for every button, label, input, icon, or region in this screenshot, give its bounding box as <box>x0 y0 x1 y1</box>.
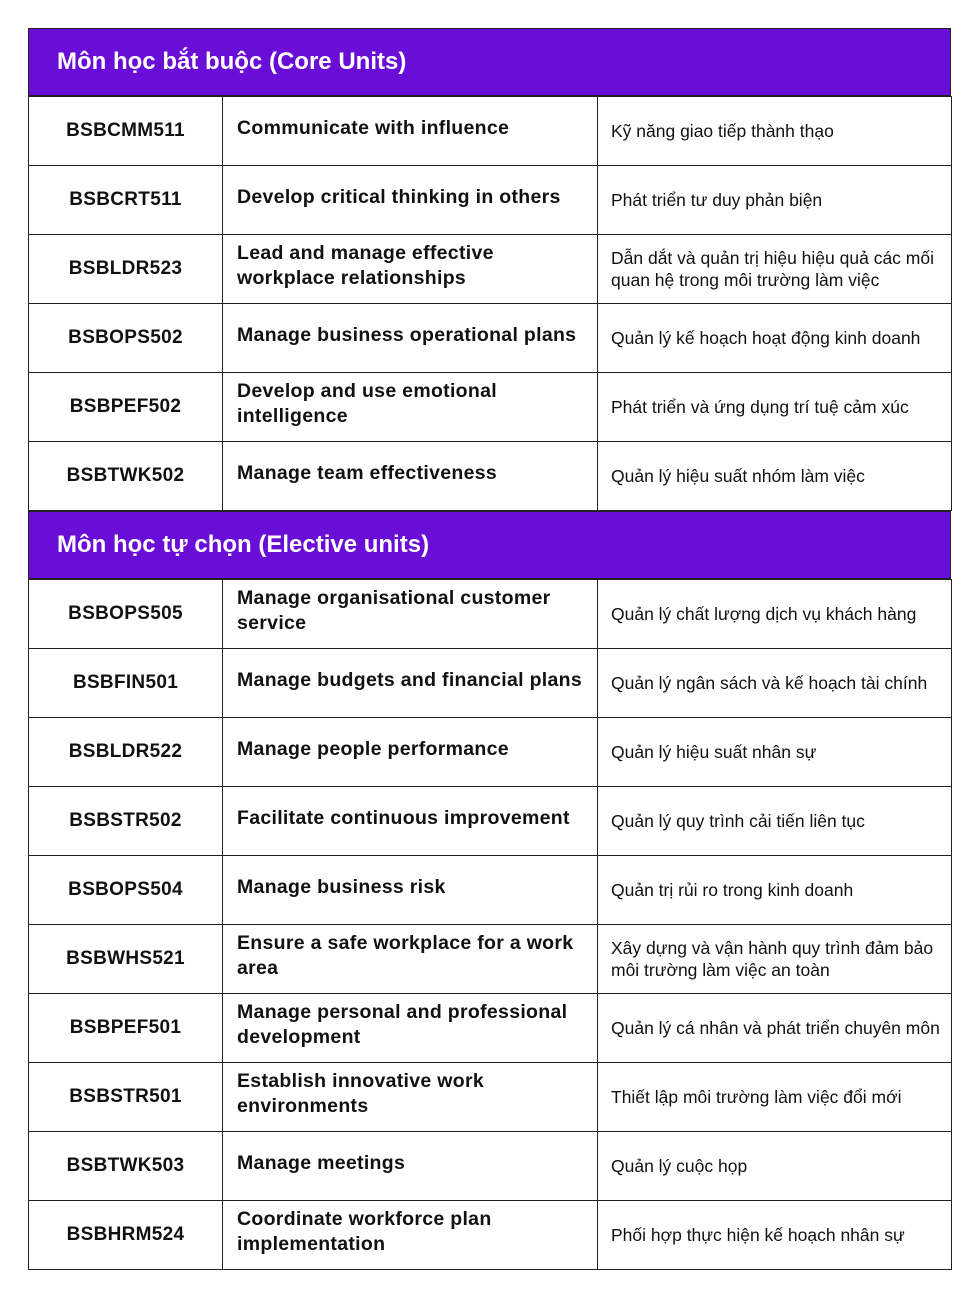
unit-title-en-cell <box>223 925 598 994</box>
core-units-header: Môn học bắt buộc (Core Units) <box>28 28 951 96</box>
table-row <box>29 1201 952 1270</box>
table-row <box>29 166 952 235</box>
table-row <box>29 718 952 787</box>
unit-title-en: Manage organisational customer service <box>237 587 551 634</box>
unit-title-vi: Quản lý hiệu suất nhóm làm việc <box>598 442 952 511</box>
unit-title-en: Communicate with influence <box>237 116 510 139</box>
unit-title-vi: Quản lý cá nhân và phát triển chuyên môn <box>598 994 952 1063</box>
unit-title-vi: Quản trị rủi ro trong kinh doanh <box>598 856 952 925</box>
table-row <box>29 649 952 718</box>
table-row <box>29 304 952 373</box>
unit-title-en-cell <box>223 166 598 235</box>
unit-title-en: Ensure a safe workplace for a work area <box>237 932 574 979</box>
table-row <box>29 373 952 442</box>
unit-title-vi: Dẫn dắt và quản trị hiệu hiệu quả các mối quan hệ trong môi trường làm việc <box>598 235 952 304</box>
table-row <box>29 994 952 1063</box>
unit-title-en: Manage personal and professional development <box>237 1001 568 1048</box>
unit-title-en: Develop critical thinking in others <box>237 185 561 208</box>
table-row <box>29 1063 952 1132</box>
unit-title-en: Manage team effectiveness <box>237 461 498 484</box>
unit-title-vi: Phát triển tư duy phản biện <box>598 166 952 235</box>
unit-title-vi: Xây dựng và vận hành quy trình đảm bảo môi trường làm việc an toàn <box>598 925 952 994</box>
unit-title-en-cell <box>223 1063 598 1132</box>
unit-title-en-cell <box>223 1132 598 1201</box>
table-row <box>29 856 952 925</box>
unit-title-vi: Quản lý cuộc họp <box>598 1132 952 1201</box>
unit-code: BSBPEF501 <box>29 994 223 1063</box>
unit-title-en-cell <box>223 994 598 1063</box>
unit-title-vi: Quản lý quy trình cải tiến liên tục <box>598 787 952 856</box>
unit-title-en: Manage business risk <box>237 875 446 898</box>
unit-title-en: Manage business operational plans <box>237 323 577 346</box>
unit-title-en-cell <box>223 718 598 787</box>
table-row <box>29 442 952 511</box>
unit-title-en: Facilitate continuous improvement <box>237 806 570 829</box>
unit-code: BSBLDR522 <box>29 718 223 787</box>
unit-code: BSBSTR501 <box>29 1063 223 1132</box>
unit-title-en-cell <box>223 235 598 304</box>
unit-title-en-cell <box>223 442 598 511</box>
unit-title-vi: Phối hợp thực hiện kế hoạch nhân sự <box>598 1201 952 1270</box>
unit-title-vi: Quản lý chất lượng dịch vụ khách hàng <box>598 580 952 649</box>
unit-title-en: Establish innovative work environments <box>237 1070 484 1117</box>
unit-code: BSBTWK502 <box>29 442 223 511</box>
unit-code: BSBOPS502 <box>29 304 223 373</box>
table-row <box>29 580 952 649</box>
unit-title-vi: Quản lý kế hoạch hoạt động kinh doanh <box>598 304 952 373</box>
unit-title-vi: Thiết lập môi trường làm việc đổi mới <box>598 1063 952 1132</box>
unit-title-vi: Kỹ năng giao tiếp thành thạo <box>598 97 952 166</box>
unit-title-en: Manage people performance <box>237 737 509 760</box>
unit-code: BSBCRT511 <box>29 166 223 235</box>
unit-code: BSBFIN501 <box>29 649 223 718</box>
unit-title-en-cell <box>223 649 598 718</box>
unit-code: BSBOPS505 <box>29 580 223 649</box>
unit-title-en: Manage budgets and financial plans <box>237 668 583 691</box>
unit-title-en-cell <box>223 304 598 373</box>
table-row <box>29 235 952 304</box>
table-row <box>29 925 952 994</box>
unit-code: BSBSTR502 <box>29 787 223 856</box>
units-table <box>28 28 951 1270</box>
unit-code: BSBOPS504 <box>29 856 223 925</box>
unit-title-en-cell <box>223 787 598 856</box>
unit-title-en: Lead and manage effective workplace relationships <box>237 242 494 289</box>
unit-title-vi: Phát triển và ứng dụng trí tuệ cảm xúc <box>598 373 952 442</box>
elective-units-header: Môn học tự chọn (Elective units) <box>28 511 951 579</box>
unit-title-en-cell <box>223 1201 598 1270</box>
unit-title-en-cell <box>223 856 598 925</box>
unit-title-en-cell <box>223 580 598 649</box>
unit-title-en-cell <box>223 97 598 166</box>
unit-code: BSBHRM524 <box>29 1201 223 1270</box>
unit-title-vi: Quản lý hiệu suất nhân sự <box>598 718 952 787</box>
core-units-table <box>28 96 952 511</box>
table-row <box>29 1132 952 1201</box>
unit-title-vi: Quản lý ngân sách và kế hoạch tài chính <box>598 649 952 718</box>
unit-title-en: Develop and use emotional intelligence <box>237 380 497 427</box>
unit-code: BSBPEF502 <box>29 373 223 442</box>
unit-title-en-cell <box>223 373 598 442</box>
table-row <box>29 97 952 166</box>
unit-code: BSBLDR523 <box>29 235 223 304</box>
unit-title-en: Coordinate workforce plan implementation <box>237 1208 492 1255</box>
unit-title-en: Manage meetings <box>237 1151 406 1174</box>
unit-code: BSBWHS521 <box>29 925 223 994</box>
unit-code: BSBTWK503 <box>29 1132 223 1201</box>
unit-code: BSBCMM511 <box>29 97 223 166</box>
elective-units-table <box>28 579 952 1270</box>
table-row <box>29 787 952 856</box>
